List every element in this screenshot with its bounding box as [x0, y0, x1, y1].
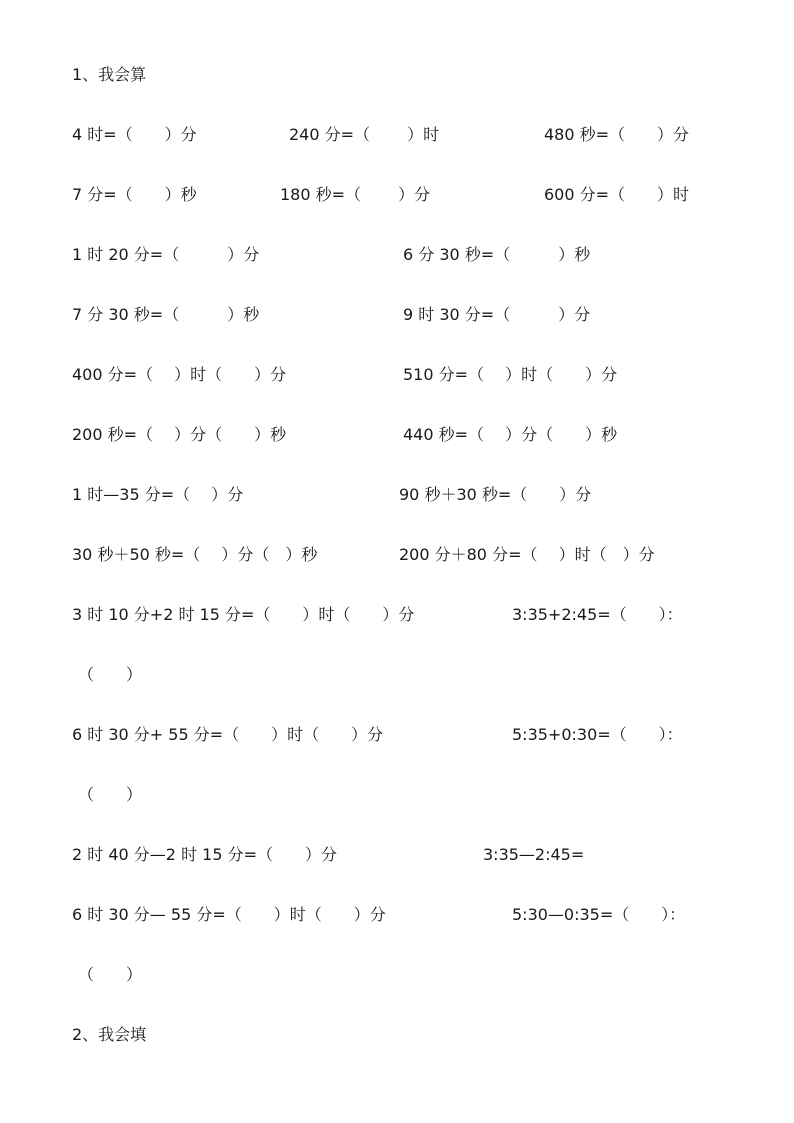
exercise-item: 5:30—0:35=（ ）：	[512, 905, 686, 924]
exercise-row	[0, 783, 794, 807]
exercise-item: 440 秒=（ ）分（ ）秒	[403, 425, 618, 444]
exercise-item: 9 时 30 分=（ ）分	[403, 305, 591, 324]
answer-blank: （ ）	[78, 785, 143, 804]
section-heading-2	[0, 1023, 794, 1047]
exercise-row	[0, 963, 794, 987]
exercise-row	[0, 363, 794, 387]
answer-blank: （ ）	[78, 965, 143, 984]
exercise-item: 180 秒=（ ）分	[280, 185, 431, 204]
section-heading-1	[0, 63, 794, 87]
exercise-row	[0, 543, 794, 567]
exercise-row	[0, 843, 794, 867]
exercise-row	[0, 603, 794, 627]
exercise-item: 5:35+0:30=（ ）：	[512, 725, 683, 744]
exercise-item: 3:35+2:45=（ ）：	[512, 605, 683, 624]
exercise-item: 1 时—35 分=（ ）分	[72, 485, 244, 504]
exercise-row	[0, 903, 794, 927]
exercise-item: 7 分=（ ）秒	[72, 185, 197, 204]
exercise-item: 6 时 30 分— 55 分=（ ）时（ ）分	[72, 905, 386, 924]
exercise-item: 6 时 30 分+ 55 分=（ ）时（ ）分	[72, 725, 384, 744]
exercise-row	[0, 303, 794, 327]
section-heading-text: 1、我会算	[72, 65, 147, 84]
exercise-item: 4 时=（ ）分	[72, 125, 197, 144]
section-heading-text: 2、我会填	[72, 1025, 147, 1044]
exercise-item: 30 秒＋50 秒=（ ）分（ ）秒	[72, 545, 318, 564]
exercise-item: 200 分＋80 分=（ ）时（ ）分	[399, 545, 655, 564]
exercise-row	[0, 483, 794, 507]
exercise-row	[0, 423, 794, 447]
exercise-item: 400 分=（ ）时（ ）分	[72, 365, 287, 384]
exercise-item: 3:35—2:45=	[483, 845, 585, 864]
exercise-item: 510 分=（ ）时（ ）分	[403, 365, 618, 384]
exercise-row	[0, 723, 794, 747]
exercise-item: 200 秒=（ ）分（ ）秒	[72, 425, 287, 444]
exercise-row	[0, 123, 794, 147]
answer-blank: （ ）	[78, 665, 143, 684]
exercise-item: 3 时 10 分+2 时 15 分=（ ）时（ ）分	[72, 605, 415, 624]
exercise-row	[0, 243, 794, 267]
exercise-item: 7 分 30 秒=（ ）秒	[72, 305, 260, 324]
exercise-item: 1 时 20 分=（ ）分	[72, 245, 260, 264]
exercise-item: 2 时 40 分—2 时 15 分=（ ）分	[72, 845, 338, 864]
exercise-item: 480 秒=（ ）分	[544, 125, 690, 144]
exercise-item: 240 分=（ ）时	[289, 125, 440, 144]
exercise-item: 600 分=（ ）时	[544, 185, 690, 204]
exercise-item: 90 秒＋30 秒=（ ）分	[399, 485, 592, 504]
exercise-row	[0, 663, 794, 687]
exercise-item: 6 分 30 秒=（ ）秒	[403, 245, 591, 264]
exercise-row	[0, 183, 794, 207]
